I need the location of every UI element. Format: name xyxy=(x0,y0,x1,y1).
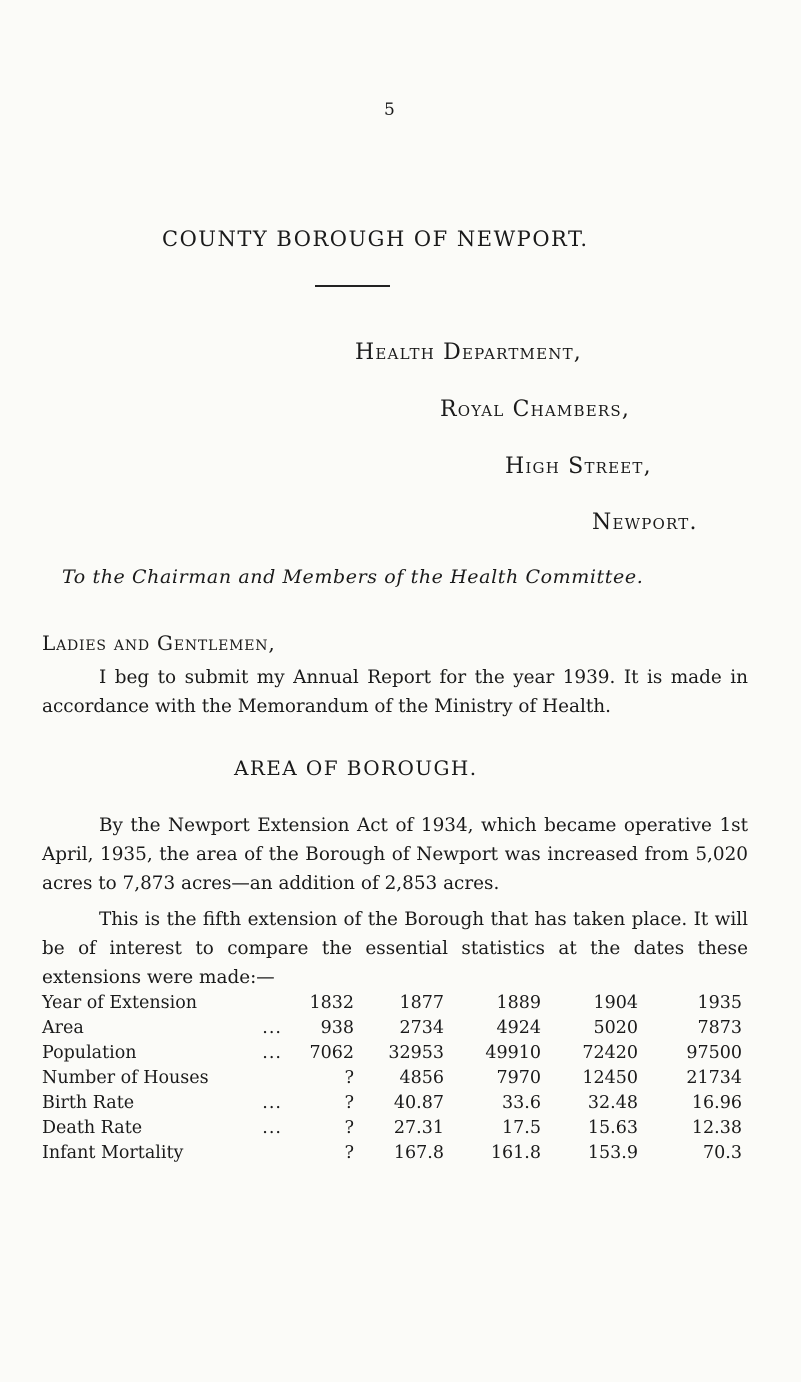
table-cell: 21734 xyxy=(686,1068,742,1088)
table-cell: 72420 xyxy=(582,1043,638,1063)
table-cell: 32.48 xyxy=(587,1093,638,1113)
table-cell: 1877 xyxy=(399,993,444,1013)
row-label: Death Rate xyxy=(42,1118,143,1138)
greeting: Ladies and Gentlemen, xyxy=(42,631,276,655)
row-label-cell xyxy=(42,1066,290,1091)
table-cell: 97500 xyxy=(686,1043,742,1063)
extension-paragraph: This is the fifth extension of the Borough that has taken place. It will be of interest to compare the essential statistics at the dates these extensions were made:— xyxy=(42,909,748,988)
table-cell: 40.87 xyxy=(393,1093,444,1113)
row-label: Area xyxy=(42,1018,84,1038)
table-cell: ? xyxy=(344,1068,354,1088)
table-cell: 7970 xyxy=(496,1068,541,1088)
extension-statistics-table xyxy=(42,991,742,1166)
table-cell: 5020 xyxy=(593,1018,638,1038)
table-cell: 15.63 xyxy=(587,1118,638,1138)
table-cell: 1832 xyxy=(309,993,354,1013)
table-cell: 153.9 xyxy=(587,1143,638,1163)
table-cell: 12450 xyxy=(582,1068,638,1088)
table-row xyxy=(42,991,742,1016)
table-cell: 1889 xyxy=(496,993,541,1013)
table-cell: 12.38 xyxy=(691,1118,742,1138)
table-cell: 70.3 xyxy=(703,1143,742,1163)
table-row xyxy=(42,1141,742,1166)
intro-paragraph: I beg to submit my Annual Report for the year 1939. It is made in accordance with the Memorandum of the Ministry of Health. xyxy=(42,667,748,717)
row-label: Infant Mortality xyxy=(42,1143,184,1163)
row-label-cell xyxy=(42,991,290,1016)
table-cell: 167.8 xyxy=(393,1143,444,1163)
table-row xyxy=(42,1091,742,1116)
leader-dots: ... xyxy=(262,1118,282,1138)
table-cell: 33.6 xyxy=(502,1093,541,1113)
leader-dots: ... xyxy=(262,1043,282,1063)
table-row xyxy=(42,1116,742,1141)
title-divider xyxy=(315,285,390,287)
table-row xyxy=(42,1041,742,1066)
table-cell: 1904 xyxy=(593,993,638,1013)
table-row xyxy=(42,1016,742,1041)
leader-dots: ... xyxy=(262,1018,282,1038)
table-cell: 161.8 xyxy=(490,1143,541,1163)
leader-dots: ... xyxy=(262,1093,282,1113)
table-cell: 7062 xyxy=(309,1043,354,1063)
table-cell: ? xyxy=(344,1118,354,1138)
address-line-department: Health Department, xyxy=(355,340,582,365)
address-line-street: High Street, xyxy=(505,454,652,479)
row-label: Number of Houses xyxy=(42,1068,209,1088)
salutation-addressee: To the Chairman and Members of the Health Committee. xyxy=(62,566,644,588)
table-cell: ? xyxy=(344,1143,354,1163)
row-label-cell xyxy=(42,1116,290,1141)
table-cell: 16.96 xyxy=(691,1093,742,1113)
address-line-building: Royal Chambers, xyxy=(440,397,631,422)
table-cell: 4856 xyxy=(399,1068,444,1088)
area-paragraph: By the Newport Extension Act of 1934, which became operative 1st April, 1935, the area of the Borough of Newport was increased from 5,020 acres to 7,873 acres—an addition of 2,853 acres. xyxy=(42,815,748,894)
table-row xyxy=(42,1066,742,1091)
table-cell: 27.31 xyxy=(393,1118,444,1138)
address-line-town: Newport. xyxy=(592,510,698,535)
page-title: COUNTY BOROUGH OF NEWPORT. xyxy=(162,227,589,251)
table-cell: 7873 xyxy=(697,1018,742,1038)
table-cell: 938 xyxy=(320,1018,354,1038)
table-cell: ? xyxy=(344,1093,354,1113)
row-label-cell xyxy=(42,1016,290,1041)
row-label-cell xyxy=(42,1041,290,1066)
table-cell: 32953 xyxy=(388,1043,444,1063)
row-label: Population xyxy=(42,1043,137,1063)
table-cell: 49910 xyxy=(485,1043,541,1063)
row-label: Birth Rate xyxy=(42,1093,135,1113)
table-cell: 4924 xyxy=(496,1018,541,1038)
row-label-cell xyxy=(42,1141,290,1166)
row-label: Year of Extension xyxy=(42,993,198,1013)
table-cell: 2734 xyxy=(399,1018,444,1038)
table-cell: 17.5 xyxy=(502,1118,541,1138)
page-number: 5 xyxy=(384,100,395,120)
section-heading-area: AREA OF BOROUGH. xyxy=(234,756,478,780)
row-label-cell xyxy=(42,1091,290,1116)
table-cell: 1935 xyxy=(697,993,742,1013)
